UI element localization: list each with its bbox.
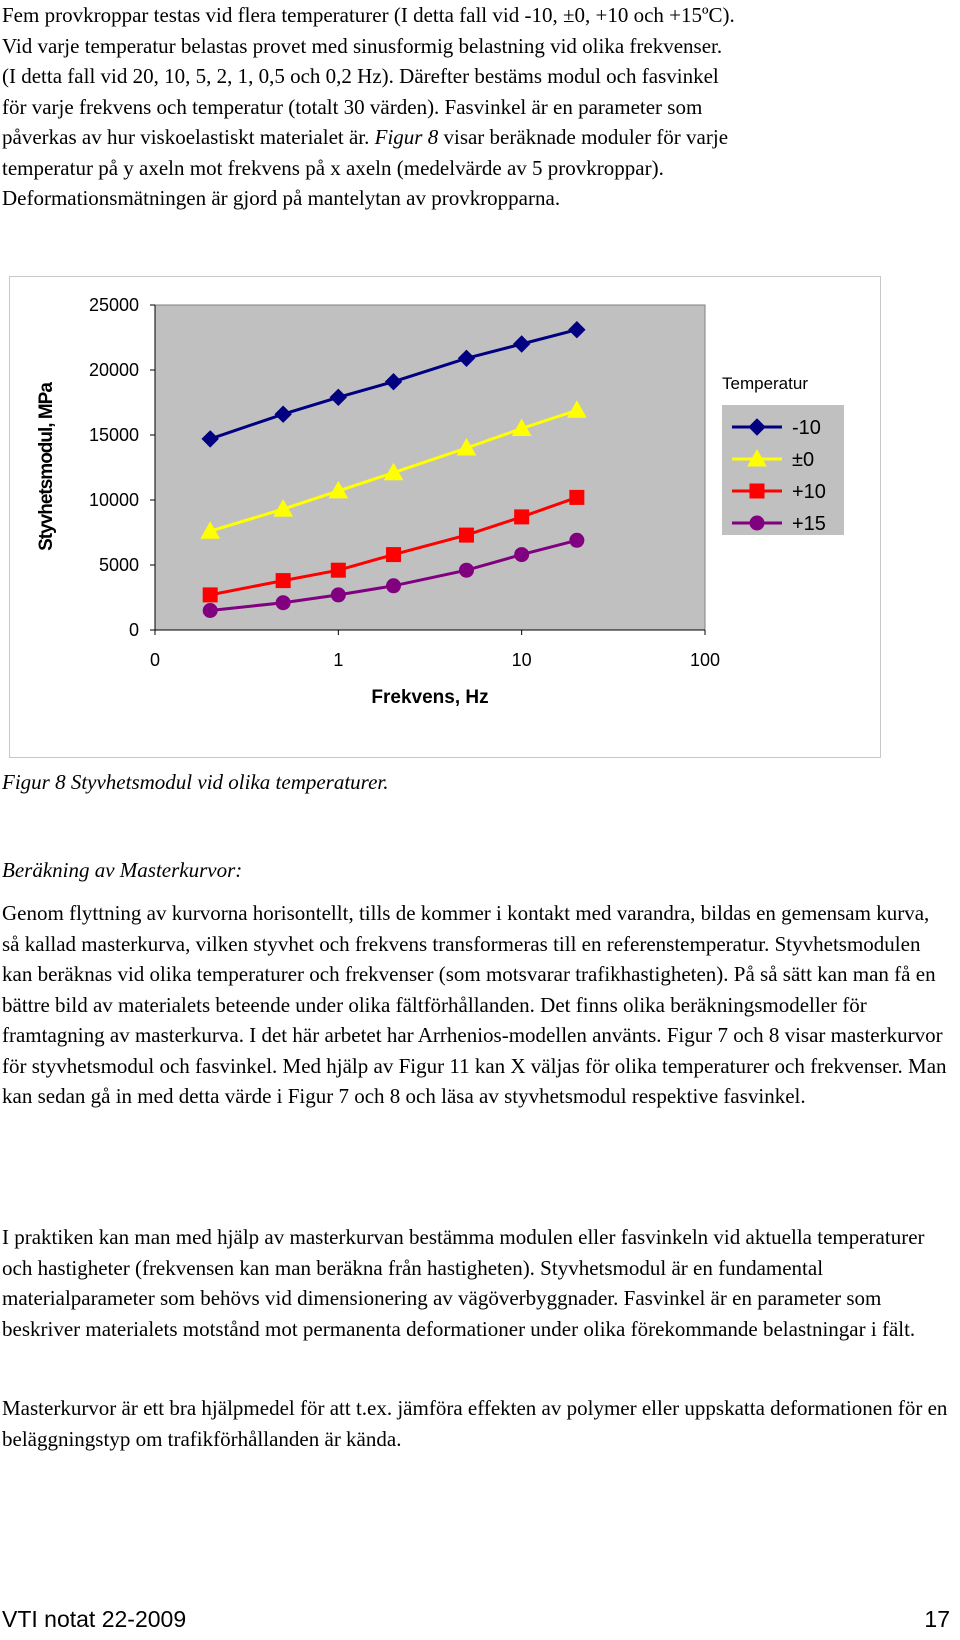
- y-tick-label: 5000: [98, 555, 139, 575]
- legend-label: ±0: [792, 449, 815, 471]
- legend-swatch-marker: [750, 516, 764, 530]
- intro-paragraph: [2, 0, 952, 214]
- body-paragraph-3: Masterkurvor är ett bra hjälpmedel för att t.ex. jämföra effekten av polymer eller uppskatta deformationen för en beläggningstyp om trafikförhållanden är kända.: [2, 1396, 948, 1451]
- legend-swatch-marker: [750, 484, 764, 498]
- data-point: [203, 604, 217, 618]
- section-heading: Beräkning av Masterkurvor:: [2, 858, 243, 882]
- data-point: [459, 563, 473, 577]
- data-point: [203, 588, 217, 602]
- intro-line-1: Fem provkroppar testas vid flera temperaturer (I detta fall vid -10, ±0, +10 och +15ºC).: [2, 3, 735, 27]
- footer-publication: VTI notat 22-2009: [2, 1606, 187, 1632]
- x-tick-label: 100: [689, 650, 721, 670]
- y-tick-label: 0: [128, 620, 139, 640]
- body-paragraph-1: Genom flyttning av kurvorna horisontellt, tills de kommer i kontakt med varandra, bildas en gemensam kurva, så kallad masterkurva, vilken styvhet och frekvens transformeras till en referenstemperatur. Styvhetsmodulen kan beräknas vid olika temperaturer och frekvenser (som motsvarar trafikhastigheten). På så sätt kan man få en bättre bild av materialets beteende under olika fältförhållanden. Det finns olika beräkningsmodeller för framtagning av masterkurva. I det här arbetet har Arrhenios-modellen använts. Figur 7 och 8 visar masterkurvor för styvhetsmodul och fasvinkel. Med hjälp av Figur 11 kan X väljas för olika temperaturer och frekvenser. Man kan sedan gå in med detta värde i Figur 7 och 8 och läsa av styvhetsmodul respektive fasvinkel.: [2, 901, 947, 1108]
- body-paragraph-2: I praktiken kan man med hjälp av masterkurvan bestämma modulen eller fasvinkeln vid aktuella temperaturer och hastigheter (frekvensen kan man beräkna från hastigheten). Styvhetsmodul är en fundamental materialparameter som behövs vid dimensionering av vägöverbyggnader. Fasvinkel är en parameter som beskriver materialets motstånd mot permanenta deformationer under olika förekommande belastningar i fält.: [2, 1225, 925, 1341]
- intro-line-4: för varje frekvens och temperatur (totalt 30 värden). Fasvinkel är en parameter som: [2, 94, 703, 119]
- data-point: [459, 528, 473, 542]
- intro-line-3: (I detta fall vid 20, 10, 5, 2, 1, 0,5 och 0,2 Hz). Därefter bestäms modul och fasvinkel: [2, 64, 719, 88]
- plot-area: [155, 305, 705, 630]
- x-tick-label: 1: [333, 650, 344, 670]
- intro-line-5-rest: visar beräknade moduler för varje: [443, 125, 729, 149]
- intro-line-6: temperatur på y axeln mot frekvens på x axeln (medelvärde av 5 provkroppar).: [2, 155, 664, 180]
- data-point: [276, 574, 290, 588]
- data-point: [387, 548, 401, 562]
- x-axis-title: Frekvens, Hz: [371, 687, 489, 708]
- data-point: [515, 510, 529, 524]
- y-tick-label: 20000: [88, 360, 139, 380]
- y-tick-labels: [89, 295, 155, 640]
- y-axis-title: Styvhetsmodul, MPa: [36, 383, 57, 551]
- x-tick-labels: [150, 630, 720, 670]
- intro-line-2: Vid varje temperatur belastas provet med sinusformig belastning vid olika frekvenser.: [2, 33, 723, 58]
- legend-title: Temperatur: [722, 374, 808, 393]
- legend-label: -10: [792, 417, 821, 439]
- data-point: [570, 490, 584, 504]
- legend: [722, 374, 844, 535]
- y-tick-label: 15000: [88, 425, 139, 445]
- data-point: [331, 588, 345, 602]
- x-tick-label: 10: [511, 650, 532, 670]
- figure-caption: Figur 8 Styvhetsmodul vid olika temperaturer.: [2, 770, 389, 794]
- page-number: 17: [924, 1606, 950, 1632]
- y-tick-label: 10000: [88, 490, 139, 510]
- data-point: [331, 563, 345, 577]
- data-point: [387, 579, 401, 593]
- data-point: [570, 533, 584, 547]
- intro-line-7: Deformationsmätningen är gjord på mantelytan av provkropparna.: [2, 186, 561, 210]
- chart-container: [9, 276, 881, 758]
- y-tick-label: 25000: [88, 295, 139, 315]
- data-point: [515, 548, 529, 562]
- figure-reference: Figur 8: [374, 125, 439, 149]
- legend-label: +10: [792, 481, 826, 503]
- legend-label: +15: [792, 513, 826, 535]
- x-tick-label: 0: [149, 650, 161, 670]
- intro-line-5: påverkas av hur viskoelastiskt materialet är.: [2, 125, 370, 149]
- data-point: [276, 596, 290, 610]
- stiffness-chart: [10, 277, 880, 757]
